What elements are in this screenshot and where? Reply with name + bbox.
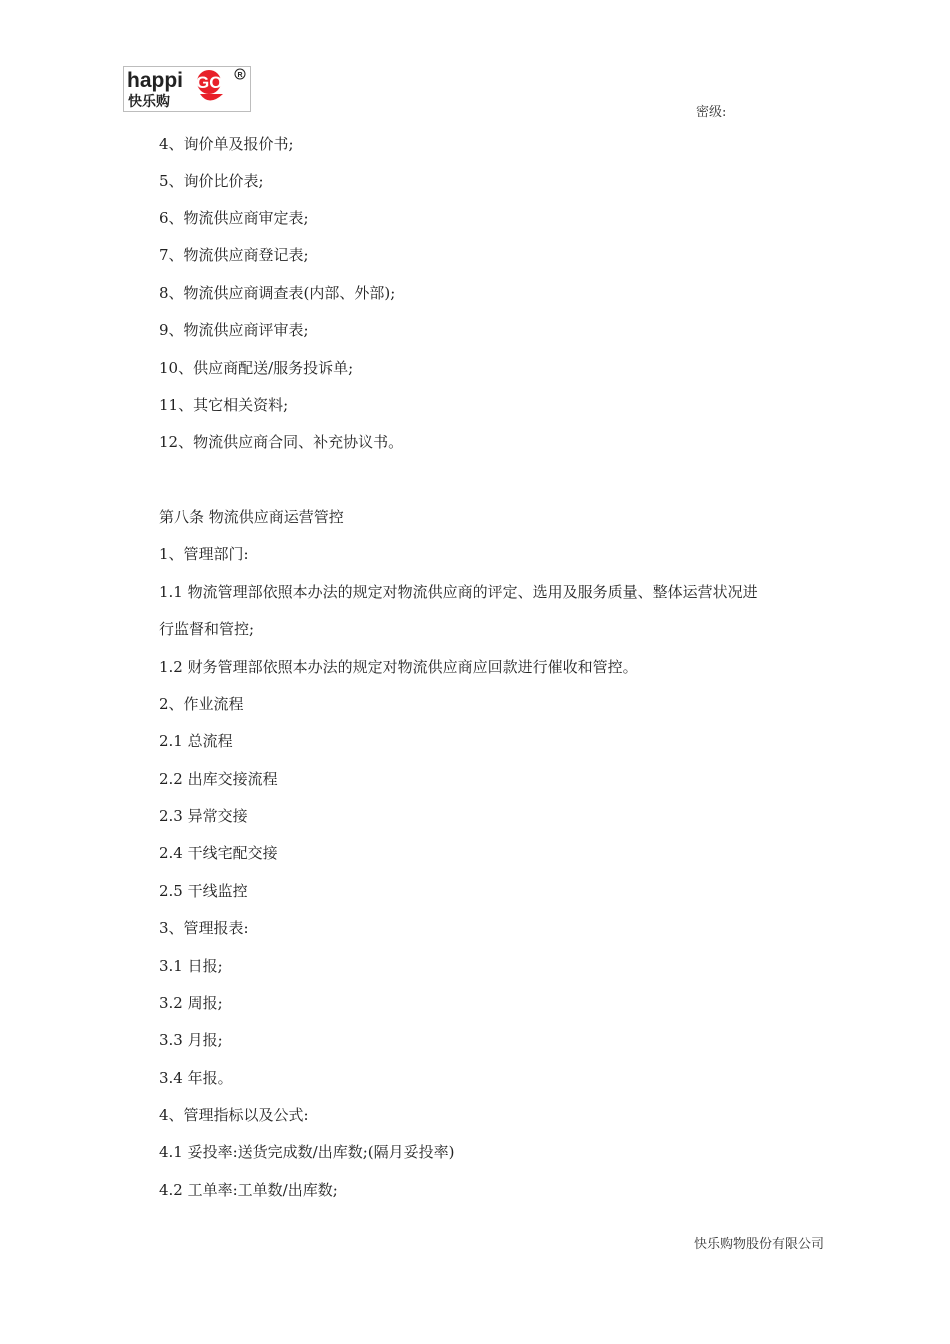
list-item: 3.4 年报。	[159, 1069, 233, 1087]
paragraph-line: 行监督和管控;	[159, 620, 255, 638]
list-item: 8、物流供应商调查表(内部、外部);	[159, 284, 396, 302]
list-item: 4.2 工单率:工单数/出库数;	[159, 1181, 338, 1199]
list-item: 2.1 总流程	[159, 732, 233, 750]
list-item: 11、其它相关资料;	[159, 396, 289, 414]
svg-text:快乐购: 快乐购	[128, 94, 170, 110]
company-logo	[123, 66, 251, 112]
list-item: 2.3 异常交接	[159, 807, 248, 825]
list-item: 4.1 妥投率:送货完成数/出库数;(隔月妥投率)	[159, 1143, 455, 1161]
secrecy-label: 密级:	[696, 105, 727, 120]
svg-text:R: R	[237, 72, 243, 79]
list-item: 9、物流供应商评审表;	[159, 321, 309, 339]
list-item: 2、作业流程	[159, 695, 244, 713]
list-item: 3.3 月报;	[159, 1031, 223, 1049]
list-item: 2.4 干线宅配交接	[159, 844, 278, 862]
list-item: 2.2 出库交接流程	[159, 770, 278, 788]
section-heading: 第八条 物流供应商运营管控	[159, 508, 344, 526]
list-item: 3.1 日报;	[159, 957, 223, 975]
list-item: 5、询价比价表;	[159, 172, 264, 190]
list-item: 4、管理指标以及公式:	[159, 1106, 309, 1124]
footer-company-name: 快乐购物股份有限公司	[694, 1237, 825, 1252]
list-item: 3.2 周报;	[159, 994, 223, 1012]
list-item: 12、物流供应商合同、补充协议书。	[159, 433, 404, 451]
paragraph-line: 1.1 物流管理部依照本办法的规定对物流供应商的评定、选用及服务质量、整体运营状况进	[159, 583, 758, 601]
svg-text:GO: GO	[196, 73, 223, 92]
list-item: 3、管理报表:	[159, 919, 249, 937]
svg-text:happi: happi	[127, 69, 183, 92]
paragraph-line: 1.2 财务管理部依照本办法的规定对物流供应商应回款进行催收和管控。	[159, 658, 638, 676]
list-item: 10、供应商配送/服务投诉单;	[159, 359, 354, 377]
list-item: 4、询价单及报价书;	[159, 135, 294, 153]
list-item: 6、物流供应商审定表;	[159, 209, 309, 227]
list-item: 7、物流供应商登记表;	[159, 246, 309, 264]
list-item: 2.5 干线监控	[159, 882, 248, 900]
happigo-logo-graphic	[124, 67, 250, 111]
list-item: 1、管理部门:	[159, 545, 249, 563]
